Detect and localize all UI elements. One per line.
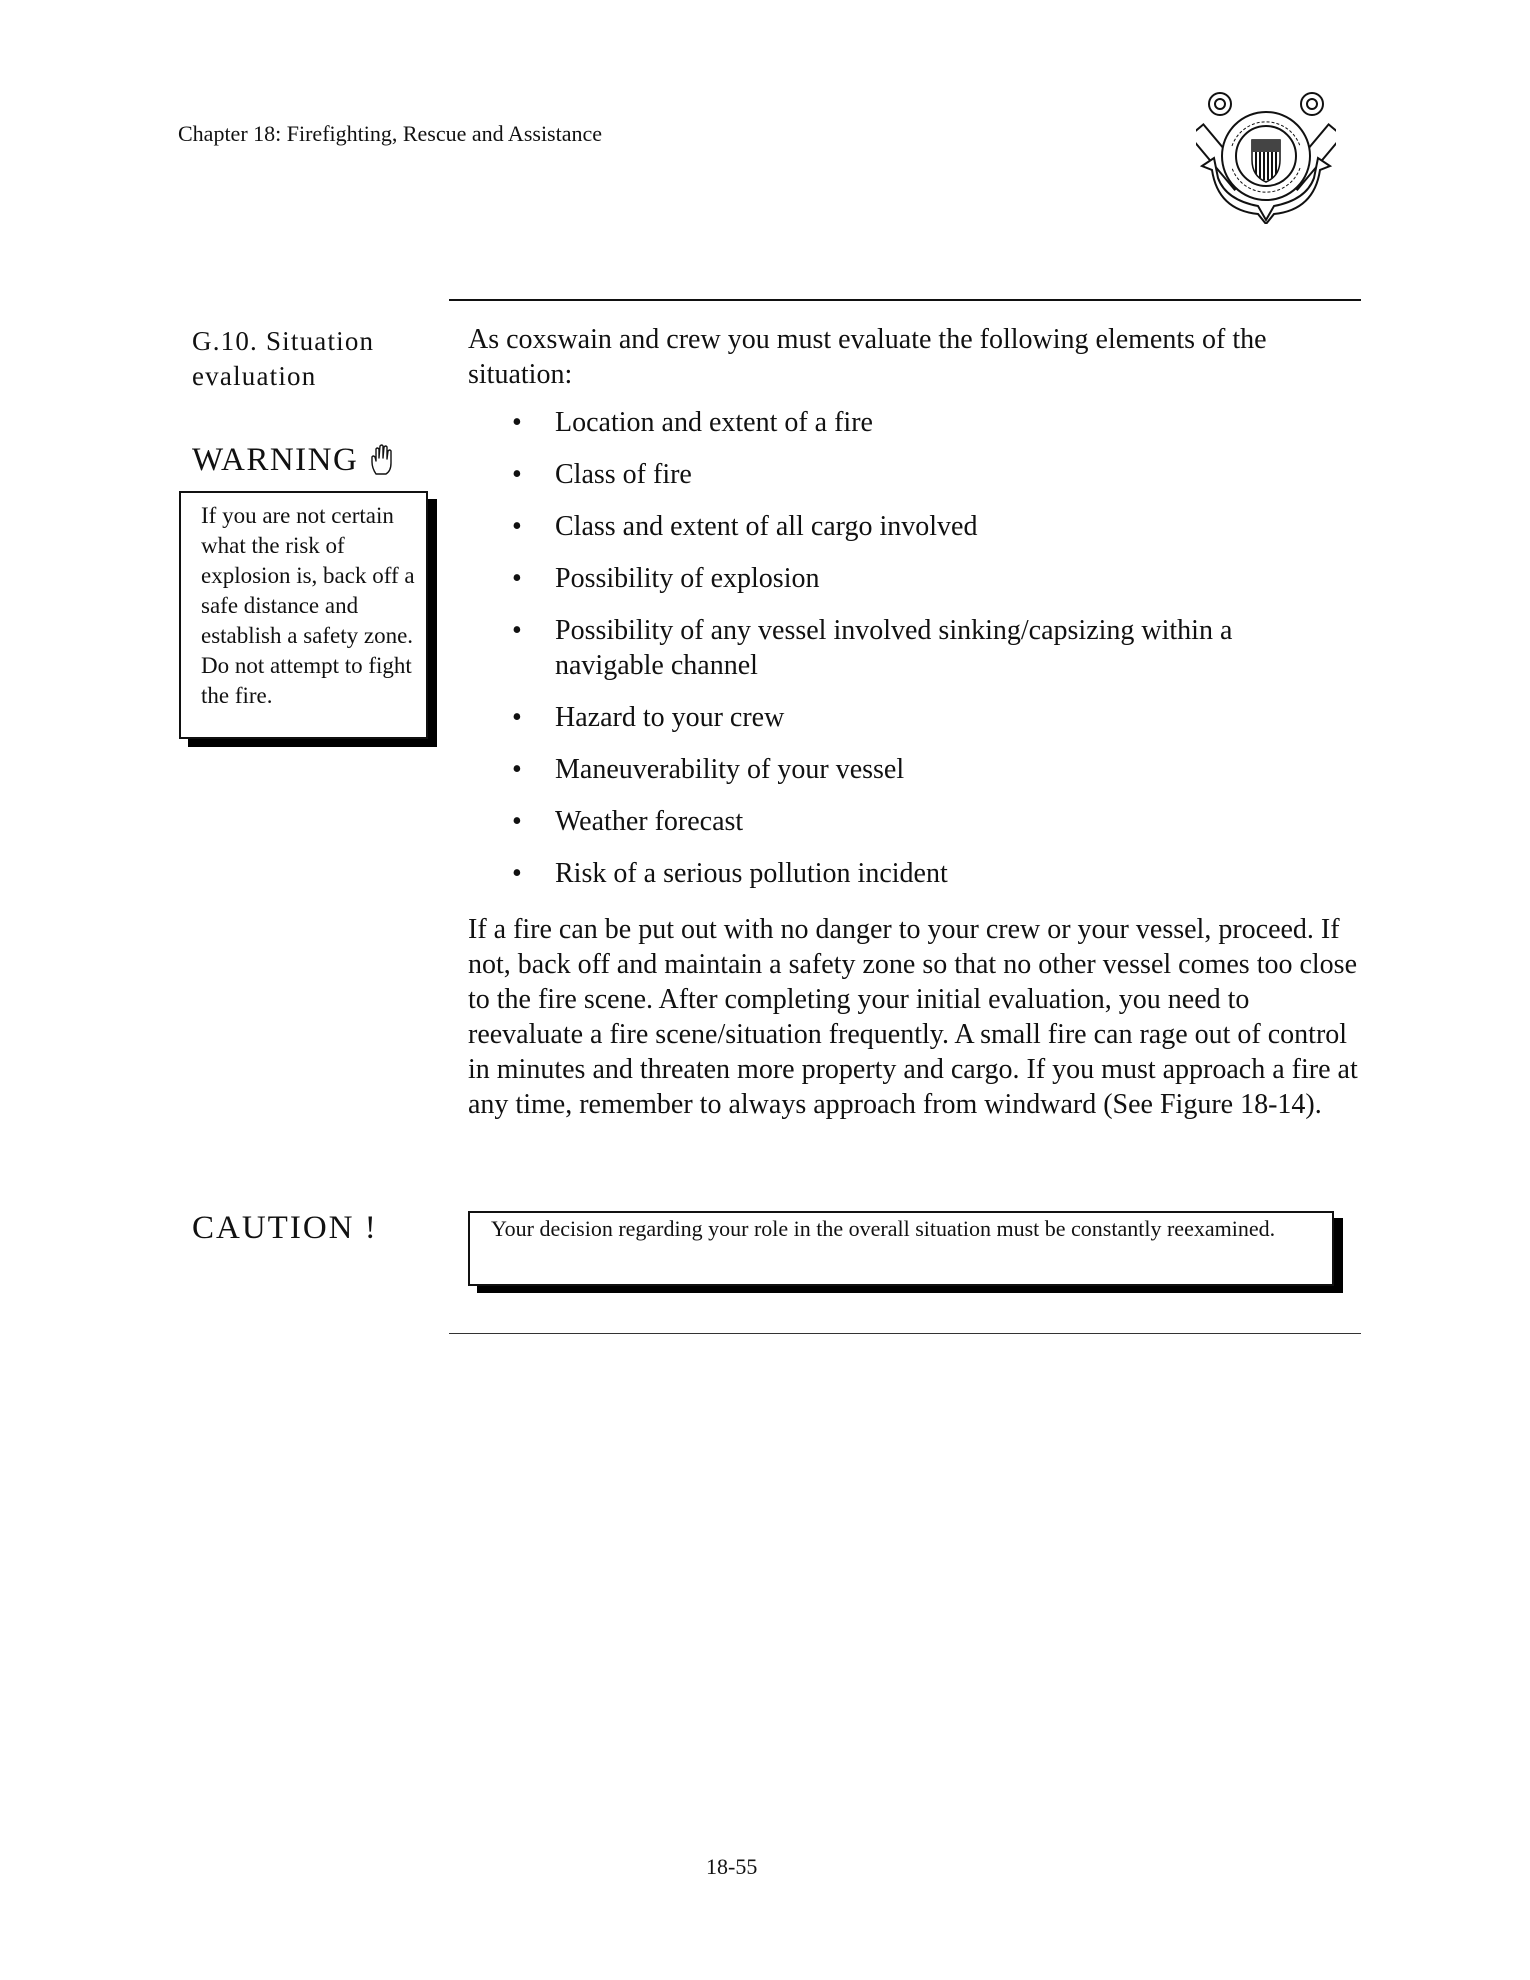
bullet-icon: • (512, 806, 522, 837)
list-item (468, 457, 1295, 492)
bullet-icon: • (512, 563, 522, 594)
list-item (468, 804, 1295, 839)
caution-heading: CAUTION ! (192, 1210, 378, 1246)
list-item (468, 752, 1295, 787)
list-item-text: Hazard to your crew (555, 702, 785, 733)
closing-paragraph: If a fire can be put out with no danger to your crew or your vessel, proceed. If not, back off and maintain a safety zone so that no other vessel comes too close to the fire scene. After completing your initial evaluation, you need to reevaluate a fire scene/situation frequently. A small fire can rage out of control in minutes and threaten more property and cargo. If you must approach a fire at any time, remember to always approach from windward (See Figure 18-14). (468, 914, 1358, 1120)
raised-hand-icon (370, 444, 394, 476)
page-number: 18-55 (706, 1854, 758, 1879)
list-item (468, 509, 1295, 544)
list-item-text: Risk of a serious pollution incident (555, 858, 948, 889)
list-item-text: Weather forecast (555, 806, 744, 837)
list-item-text: Class and extent of all cargo involved (555, 511, 978, 542)
list-item-text: Maneuverability of your vessel (555, 754, 905, 785)
list-item (468, 561, 1295, 596)
warning-box: If you are not certain what the risk of explosion is, back off a safe distance and establish a safety zone. Do not attempt to fight the fire. (179, 491, 428, 739)
list-item-text: Possibility of any vessel involved sinking/capsizing within a navigable channel (555, 615, 1233, 681)
caution-box: Your decision regarding your role in the overall situation must be constantly reexamined. (468, 1211, 1334, 1286)
list-item (468, 405, 1295, 440)
main-content (468, 322, 1368, 1122)
section-heading-line2: evaluation (192, 361, 317, 391)
bullet-icon: • (512, 858, 522, 889)
bullet-icon: • (512, 615, 522, 646)
bullet-icon: • (512, 511, 522, 542)
section-heading (192, 324, 432, 394)
list-item (468, 856, 1295, 891)
list-item (468, 700, 1295, 735)
bullet-icon: • (512, 754, 522, 785)
section-top-rule (449, 299, 1361, 301)
section-bottom-rule (449, 1333, 1361, 1334)
warning-heading (192, 440, 394, 480)
list-item-text: Possibility of explosion (555, 563, 820, 594)
bullet-icon: • (512, 407, 522, 438)
list-item-text: Location and extent of a fire (555, 407, 873, 438)
list-item-text: Class of fire (555, 459, 692, 490)
list-item (468, 613, 1295, 683)
intro-paragraph: As coxswain and crew you must evaluate the following elements of the situation: (468, 324, 1267, 390)
bullet-icon: • (512, 702, 522, 733)
warning-label: WARNING (192, 442, 359, 478)
evaluation-list (468, 405, 1368, 891)
chapter-header: Chapter 18: Firefighting, Rescue and Assistance (178, 121, 603, 146)
bullet-icon: • (512, 459, 522, 490)
section-heading-line1: G.10. Situation (192, 326, 375, 356)
uscg-seal-icon (1196, 88, 1336, 224)
